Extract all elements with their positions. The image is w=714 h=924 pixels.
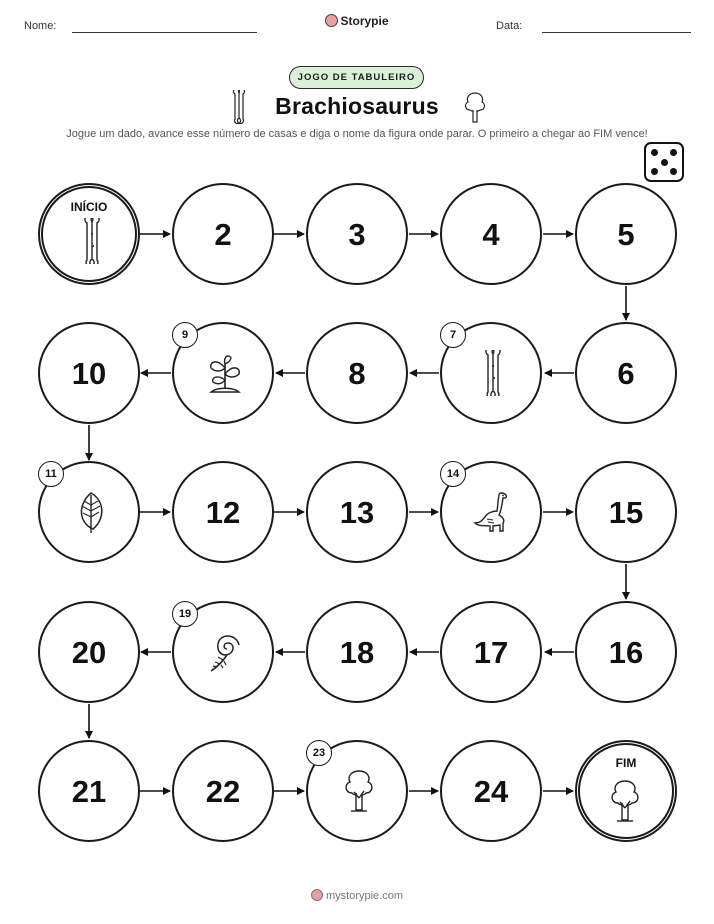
space-number: 20	[71, 635, 107, 670]
space-number: 5	[617, 217, 635, 252]
board-space-5	[575, 183, 677, 285]
dice-five-icon	[644, 142, 684, 182]
space-number: 4	[482, 217, 500, 252]
space-number: 15	[608, 495, 644, 530]
space-number: 18	[339, 635, 375, 670]
board-space-10	[38, 322, 140, 424]
board-space-11	[38, 461, 140, 563]
space-number-badge: 19	[172, 601, 198, 627]
board-space-20	[38, 601, 140, 703]
board-space-15	[575, 461, 677, 563]
board-space-6	[575, 322, 677, 424]
board-space-18	[306, 601, 408, 703]
footer-url[interactable]: mystorypie.com	[325, 890, 404, 902]
date-label: Data:	[496, 20, 523, 32]
space-number-badge: 23	[306, 740, 332, 766]
board-space-17	[440, 601, 542, 703]
board-space-19	[172, 601, 274, 703]
bone-icon	[72, 218, 104, 262]
space-number: 16	[608, 635, 644, 670]
space-number-badge: 11	[38, 461, 64, 487]
board-space-4	[440, 183, 542, 285]
bone-icon	[473, 350, 513, 396]
board-space-16	[575, 601, 677, 703]
board-space-7	[440, 322, 542, 424]
finish-label: FIM	[615, 756, 637, 770]
space-number: 24	[473, 774, 509, 809]
space-number: 13	[339, 495, 375, 530]
start-label: INÍCIO	[70, 200, 108, 214]
storypie-logo-icon	[325, 14, 338, 27]
storypie-logo-icon	[311, 889, 323, 901]
board-space-8	[306, 322, 408, 424]
instructions: Jogue um dado, avance esse número de casas e diga o nome da figura onde parar. O primeiro a chegar ao FIM vence!	[66, 128, 648, 140]
finish-space	[575, 740, 677, 842]
board-space-12	[172, 461, 274, 563]
board-space-13	[306, 461, 408, 563]
tree-icon	[605, 778, 637, 822]
space-number: 2	[214, 217, 232, 252]
date-line[interactable]	[542, 32, 691, 33]
name-label: Nome:	[24, 20, 57, 32]
space-number: 3	[348, 217, 366, 252]
tree-icon	[462, 90, 488, 124]
name-line[interactable]	[72, 32, 257, 33]
space-number-badge: 9	[172, 322, 198, 348]
game-type-badge: JOGO DE TABULEIRO	[289, 66, 424, 89]
space-number: 6	[617, 356, 635, 391]
space-number-badge: 7	[440, 322, 466, 348]
start-space	[38, 183, 140, 285]
sprout-icon	[205, 350, 245, 396]
board-space-3	[306, 183, 408, 285]
brachiosaurus-icon	[473, 489, 513, 535]
fern-icon	[205, 629, 245, 675]
board-space-2	[172, 183, 274, 285]
space-number: 12	[205, 495, 241, 530]
board-space-9	[172, 322, 274, 424]
board-space-23	[306, 740, 408, 842]
space-number: 22	[205, 774, 241, 809]
page-title: Brachiosaurus	[275, 93, 439, 119]
space-number: 17	[473, 635, 509, 670]
tree-icon	[339, 768, 379, 814]
board-space-14	[440, 461, 542, 563]
space-number: 21	[71, 774, 107, 809]
board-space-22	[172, 740, 274, 842]
space-number: 10	[71, 356, 107, 391]
board-space-24	[440, 740, 542, 842]
footer	[0, 889, 714, 902]
leaf-icon	[71, 489, 111, 535]
space-number-badge: 14	[440, 461, 466, 487]
brand	[0, 14, 714, 28]
space-number: 8	[348, 356, 366, 391]
board-space-21	[38, 740, 140, 842]
brand-name: Storypie	[340, 14, 389, 28]
